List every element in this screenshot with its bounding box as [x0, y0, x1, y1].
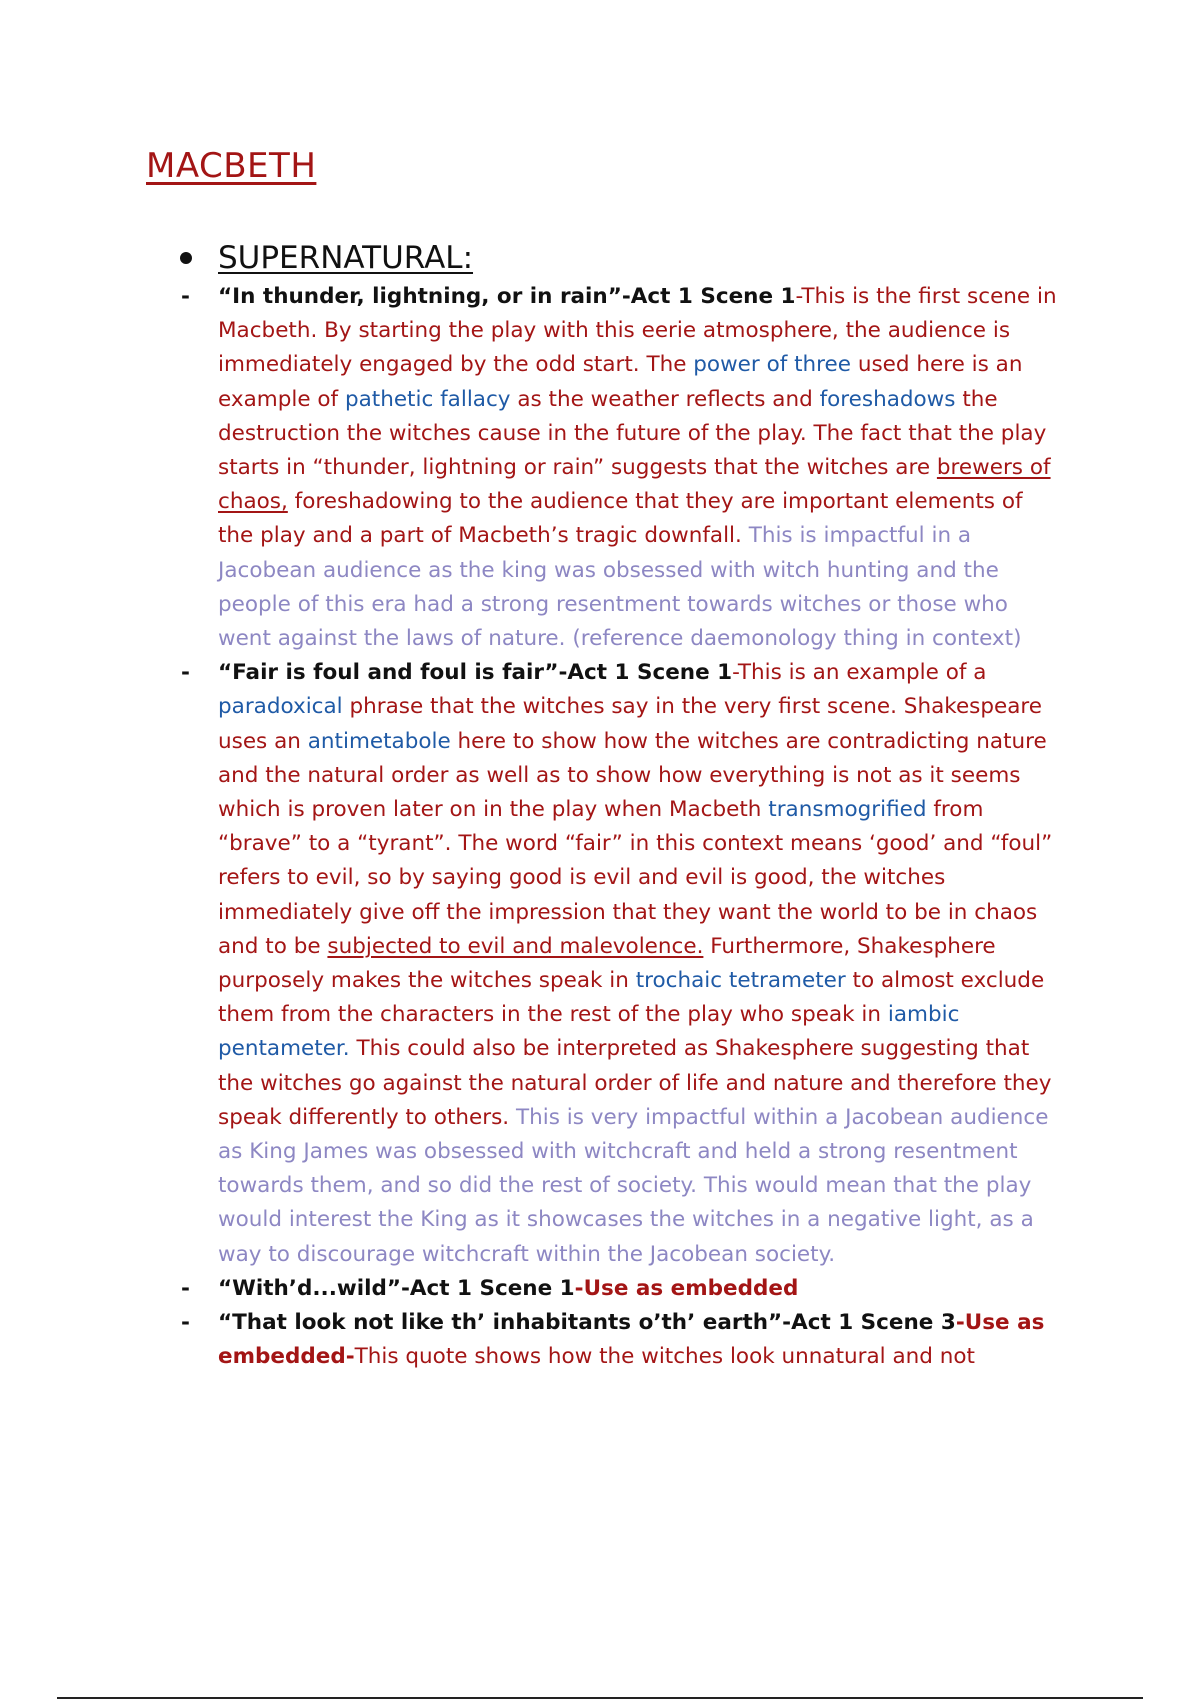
- quote-item-inhabitants: [178, 1306, 1058, 1374]
- technique-term: foreshadows: [819, 386, 956, 412]
- technique-term: pathetic fallacy: [344, 386, 511, 412]
- analysis-text: foreshadowing to the audience that they are important elements of the play and a part of Macbeth’s tragic downfall.: [218, 489, 1023, 549]
- dash-icon: -: [181, 660, 190, 686]
- underlined-phrase: brewers of chaos,: [218, 455, 1051, 515]
- analysis-text: This could also be interpreted as Shakesphere suggesting that the witches go against the natural order of life and nature and therefore they speak differently to others.: [218, 1036, 1052, 1130]
- quote-text: “Fair is foul and foul is fair”-Act 1 Scene 1: [218, 660, 733, 686]
- analysis-text: -This is an example of a: [732, 660, 987, 686]
- analysis-text: used here is an example of: [218, 352, 1023, 412]
- technique-term: transmogrified: [768, 797, 927, 823]
- footer-rule: [57, 1697, 1143, 1699]
- analysis-text: from “brave” to a “tyrant”. The word “fair” in this context means ‘good’ and “foul” refers to evil, so by saying good is evil and evil is good, the witches immediately give off the impression that they want the world to be in chaos and to be: [218, 797, 1053, 959]
- analysis-text: Furthermore, Shakesphere purposely makes the witches speak in: [218, 933, 996, 994]
- underlined-phrase: subjected to evil and malevolence.: [327, 933, 704, 959]
- analysis-text: -This is the first scene in Macbeth. By starting the play with this eerie atmosphere, the audience is immediately engaged by the odd start. The: [218, 284, 1057, 378]
- analysis-text: phrase that the witches say in the very first scene. Shakespeare uses an: [218, 694, 1043, 754]
- quote-item-thunder: [178, 280, 1058, 656]
- quote-text: “In thunder, lightning, or in rain”-Act 1 Scene 1: [218, 284, 796, 309]
- technique-term: paradoxical: [218, 694, 343, 720]
- quote-item-fair-foul: [178, 656, 1058, 1272]
- supernatural-section: [178, 240, 1058, 1375]
- quote-item-withered: [178, 1272, 1058, 1306]
- analysis-text: to almost exclude them from the characters in the rest of the play who speak in: [218, 968, 1045, 1028]
- technique-term: iambic pentameter.: [218, 1002, 960, 1062]
- quote-list: [178, 280, 1058, 1375]
- quote-text: “That look not like th’ inhabitants o’th’ earth”-Act 1 Scene 3: [218, 1310, 956, 1336]
- analysis-text: the destruction the witches cause in the future of the play. The fact that the play starts in “thunder, lightning or rain” suggests that the witches are: [218, 386, 1047, 481]
- section-heading-label: SUPERNATURAL:: [218, 240, 474, 276]
- quote-text: “With’d...wild”-Act 1 Scene 1: [218, 1275, 575, 1301]
- dash-icon: -: [181, 1275, 190, 1301]
- dash-icon: -: [181, 284, 190, 309]
- usage-note: -Use as embedded: [574, 1275, 799, 1301]
- analysis-text: This quote shows how the witches look unnatural and not: [354, 1344, 975, 1370]
- context-text: This is impactful in a Jacobean audience as the king was obsessed with witch hunting and the people of this era had a strong resentment towards witches or those who went against the laws of nature. (reference daemonology thing in context): [218, 523, 1022, 652]
- analysis-text: here to show how the witches are contradicting nature and the natural order as well as to show how everything is not as it seems which is proven later on in the play when Macbeth: [218, 728, 1047, 823]
- section-heading: [178, 240, 1058, 276]
- analysis-text: as the weather reflects and: [510, 386, 820, 412]
- usage-note: -Use as embedded-: [218, 1310, 1045, 1370]
- technique-term: power of three: [693, 352, 852, 378]
- technique-term: trochaic tetrameter: [635, 968, 846, 994]
- dash-icon: -: [181, 1310, 190, 1336]
- technique-term: antimetabole: [307, 728, 451, 754]
- context-text: This is very impactful within a Jacobean audience as King James was obsessed with witchcraft and held a strong resentment towards them, and so did the rest of society. This would mean that the play would interest the King as it showcases the witches in a negative light, as a way to discourage witchcraft within the Jacobean society.: [218, 1104, 1049, 1267]
- bullet-icon: [180, 252, 192, 264]
- page-title: MACBETH: [146, 146, 317, 186]
